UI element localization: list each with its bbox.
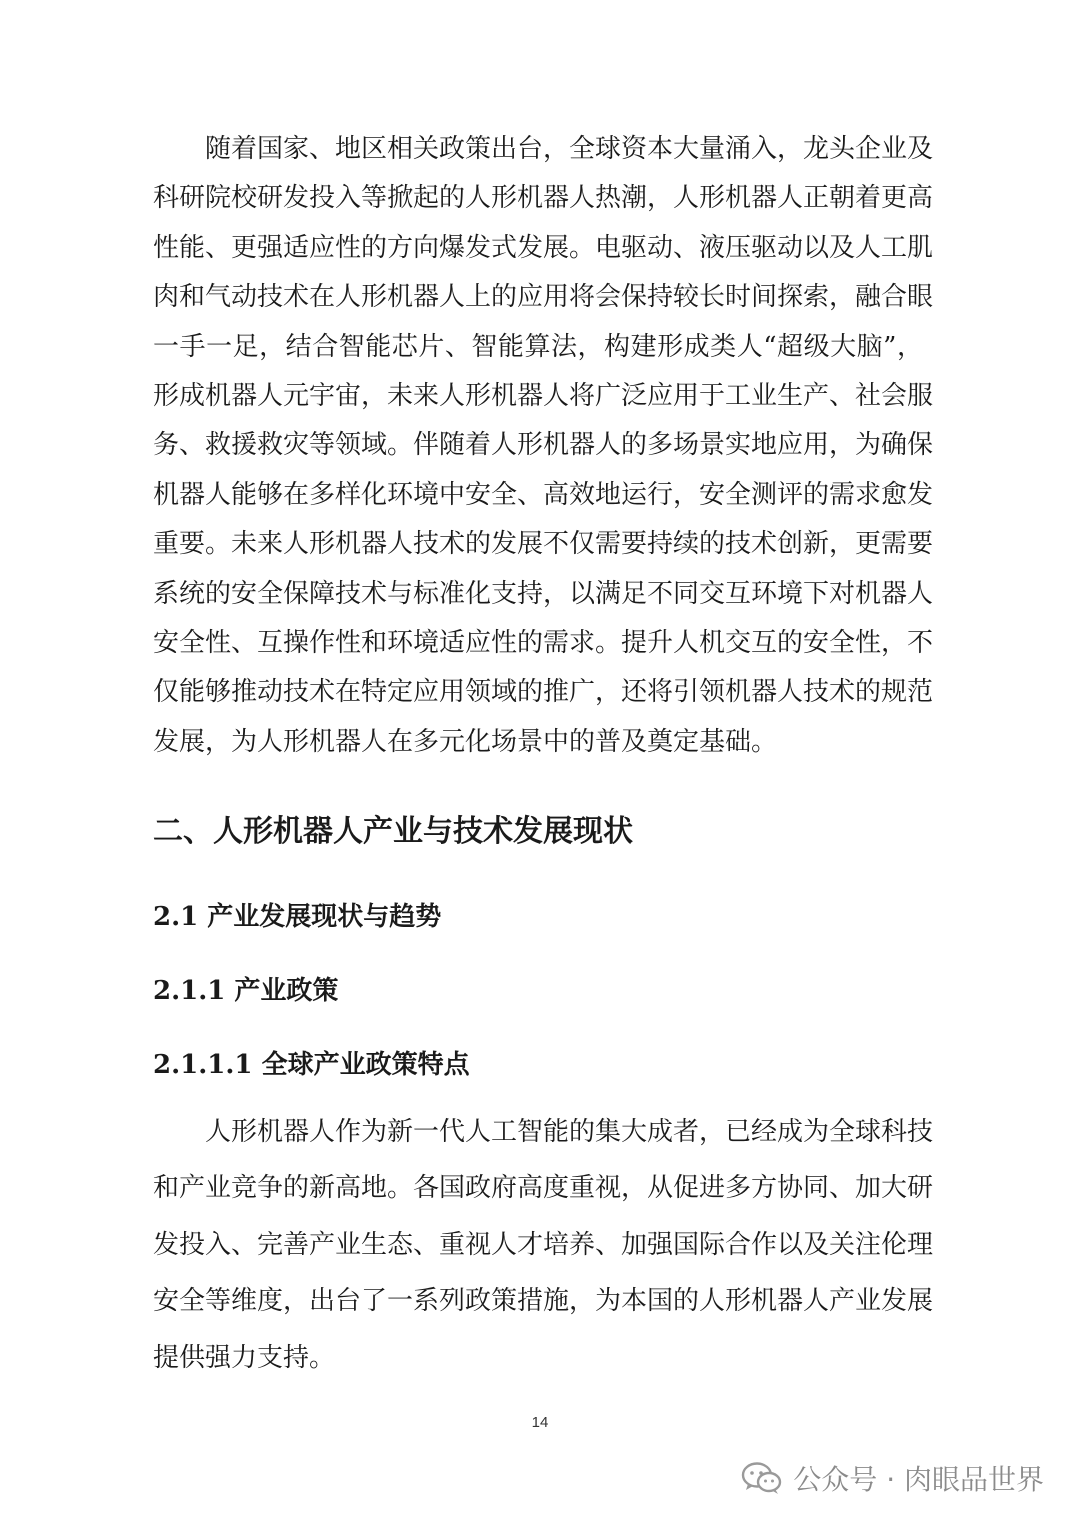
paragraph-line: 肉和气动技术在人形机器人上的应用将会保持较长时间探索，融合眼 (153, 282, 934, 313)
subsection-heading: 2.1 产业发展现状与趋势 (153, 902, 442, 932)
paragraph-line: 形成机器人元宇宙，未来人形机器人将广泛应用于工业生产、社会服 (153, 381, 934, 412)
watermark-text: 公众号 · 肉眼品世界 (793, 1463, 1044, 1496)
paragraph-line: 仅能够推动技术在特定应用领域的推广，还将引领机器人技术的规范 (153, 677, 934, 708)
paragraph-line: 发投入、完善产业生态、重视人才培养、加强国际合作以及关注伦理 (153, 1229, 934, 1260)
page-number: 14 (531, 1414, 549, 1431)
paragraph-line: 人形机器人作为新一代人工智能的集大成者，已经成为全球科技 (205, 1117, 934, 1147)
paragraph-line: 发展，为人形机器人在多元化场景中的普及奠定基础。 (153, 726, 778, 757)
intro-paragraph (153, 125, 934, 767)
policy-section (153, 1104, 934, 1386)
paragraph-heading: 2.1.1.1 全球产业政策特点 (153, 1050, 470, 1080)
paragraph-line: 安全性、互操作性和环境适应性的需求。提升人机交互的安全性，不 (153, 628, 934, 659)
paragraph-line: 机器人能够在多样化环境中安全、高效地运行，安全测评的需求愈发 (153, 479, 934, 510)
paragraph-line: 随着国家、地区相关政策出台，全球资本大量涌入，龙头企业及 (205, 134, 934, 164)
paragraph-line: 安全等维度，出台了一系列政策措施，为本国的人形机器人产业发展 (153, 1286, 934, 1317)
paragraph-line: 重要。未来人形机器人技术的发展不仅需要持续的技术创新，更需要 (153, 529, 934, 560)
paragraph-line: 务、救援救灾等领域。伴随着人形机器人的多场景实地应用，为确保 (153, 430, 934, 461)
wechat-icon (741, 1461, 783, 1495)
subsubsection-heading: 2.1.1 产业政策 (153, 976, 339, 1006)
watermark (741, 1458, 1044, 1498)
intro-section (153, 125, 934, 767)
paragraph-line: 科研院校研发投入等掀起的人形机器人热潮，人形机器人正朝着更高 (153, 183, 934, 214)
policy-paragraph (153, 1104, 934, 1386)
paragraph-line: 和产业竞争的新高地。各国政府高度重视，从促进多方协同、加大研 (153, 1173, 934, 1204)
paragraph-line: 提供强力支持。 (153, 1342, 336, 1373)
paragraph-line: 性能、更强适应性的方向爆发式发展。电驱动、液压驱动以及人工肌 (153, 232, 934, 263)
paragraph-line: 系统的安全保障技术与标准化支持，以满足不同交互环境下对机器人 (153, 578, 934, 609)
paragraph-line: 一手一足，结合智能芯片、智能算法，构建形成类人“超级大脑”， (153, 331, 923, 362)
section-heading: 二、人形机器人产业与技术发展现状 (153, 814, 633, 849)
